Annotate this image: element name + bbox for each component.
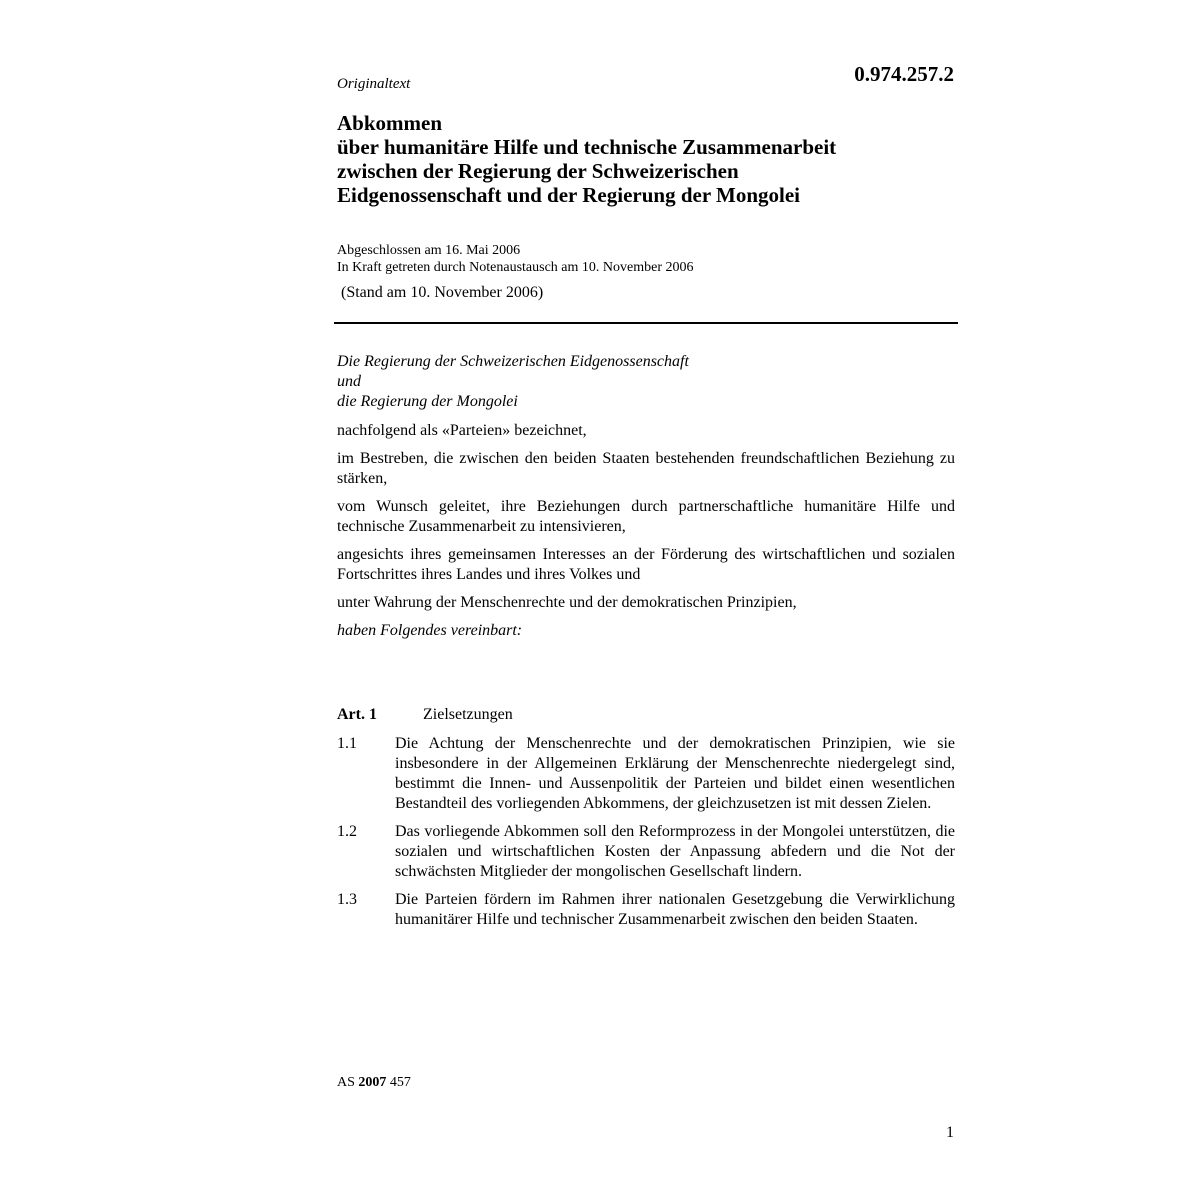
header-divider	[334, 322, 958, 324]
preamble-paragraph: unter Wahrung der Menschenrechte und der demokratischen Prinzipien,	[337, 594, 797, 611]
item-number: 1.3	[337, 891, 357, 908]
article-item	[337, 890, 955, 930]
sr-number: 0.974.257.2	[854, 62, 954, 86]
title-line: über humanitäre Hilfe und technische Zusammenarbeit	[337, 135, 837, 159]
as-reference	[337, 1075, 411, 1091]
preamble-paragraph: nachfolgend als «Parteien» bezeichnet,	[337, 422, 587, 439]
title-line: Eidgenossenschaft und der Regierung der Mongolei	[337, 183, 801, 207]
document-title	[337, 111, 977, 207]
page-number: 1	[946, 1124, 954, 1141]
article-item	[337, 734, 955, 814]
item-text: Die Parteien fördern im Rahmen ihrer nationalen Gesetzgebung die Verwirklichung humanitärer Hilfe und technischer Zusammenarbeit zwischen den beiden Staaten.	[395, 891, 955, 928]
as-prefix: AS	[337, 1075, 355, 1090]
item-number: 1.2	[337, 823, 357, 840]
original-text-label: Originaltext	[337, 76, 411, 92]
status-date: (Stand am 10. November 2006)	[341, 284, 544, 301]
closing-formula: haben Folgendes vereinbart:	[337, 622, 523, 639]
title-line: zwischen der Regierung der Schweizerischen	[337, 159, 739, 183]
article-heading	[337, 706, 513, 724]
item-text: Das vorliegende Abkommen soll den Reformprozess in der Mongolei unterstützen, die sozialen und wirtschaftlichen Kosten der Anpassung abfedern und die Not der schwächsten Mitglieder der mongolischen Gesellschaft lindern.	[395, 823, 955, 880]
in-force-date: In Kraft getreten durch Notenaustausch am 10. November 2006	[337, 260, 694, 275]
item-text: Die Achtung der Menschenrechte und der demokratischen Prinzipien, wie sie insbesondere in der Allgemeinen Erklärung der Menschenrechte niedergelegt sind, bestimmt die Innen- und Aussenpolitik der Parteien und bildet einen wesentlichen Bestandteil des vorliegenden Abkommens, der gleichzusetzen ist mit dessen Zielen.	[395, 735, 955, 812]
preamble-paragraph: vom Wunsch geleitet, ihre Beziehungen durch partnerschaftliche humanitäre Hilfe und technische Zusammenarbeit zu intensivieren,	[337, 498, 955, 535]
article-items	[337, 734, 955, 938]
article-number: Art. 1	[337, 706, 377, 723]
parties	[337, 352, 955, 412]
article-title: Zielsetzungen	[423, 706, 513, 723]
parties-line: und	[337, 373, 361, 390]
preamble	[337, 421, 955, 649]
preamble-paragraph: im Bestreben, die zwischen den beiden Staaten bestehenden freundschaftlichen Beziehung zu stärken,	[337, 450, 955, 487]
title-line: Abkommen	[337, 111, 443, 135]
concluded-date: Abgeschlossen am 16. Mai 2006	[337, 243, 521, 258]
as-year: 2007	[358, 1075, 387, 1090]
document-meta	[337, 242, 694, 276]
parties-line: die Regierung der Mongolei	[337, 393, 518, 410]
preamble-paragraph: angesichts ihres gemeinsamen Interesses an der Förderung des wirtschaftlichen und sozialen Fortschrittes ihres Landes und ihres Volkes und	[337, 546, 955, 583]
item-number: 1.1	[337, 735, 357, 752]
article-item	[337, 822, 955, 882]
as-page: 457	[389, 1075, 411, 1090]
parties-line: Die Regierung der Schweizerischen Eidgenossenschaft	[337, 353, 689, 370]
